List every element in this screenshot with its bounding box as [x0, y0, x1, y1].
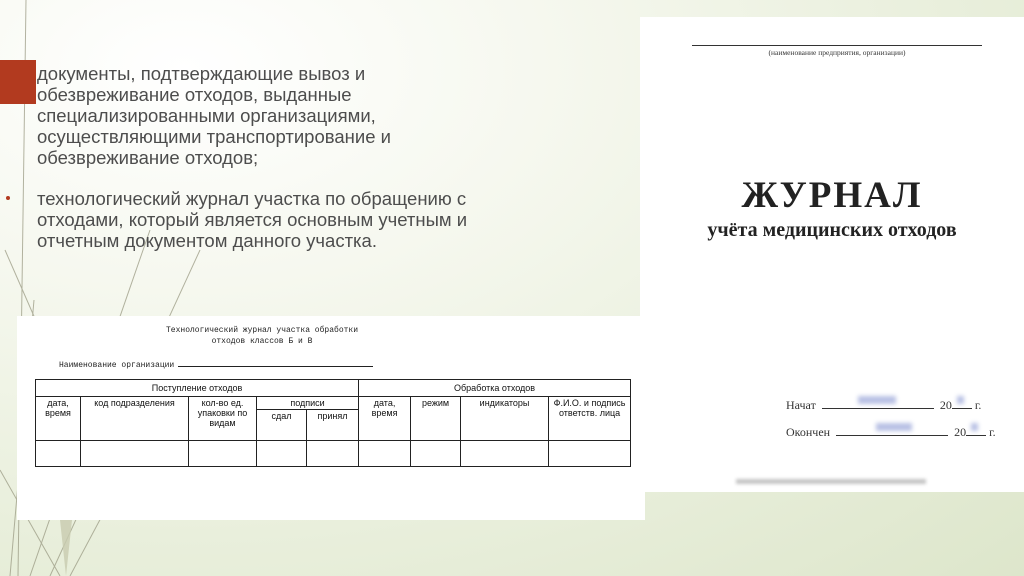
- sheet-org-field: [59, 358, 373, 370]
- cover-title: ЖУРНАЛ: [741, 175, 923, 216]
- end-year-line: [966, 424, 986, 436]
- sheet-title-line1: Технологический журнал участка обработки: [165, 326, 359, 335]
- col-indicators: индикаторы: [461, 397, 549, 441]
- sheet-org-line: [178, 358, 373, 367]
- table-cell: [461, 441, 549, 467]
- sheet-org-label: Наименование организации: [59, 361, 175, 370]
- table-cell: [359, 441, 411, 467]
- journal-cover-image: [640, 17, 1024, 492]
- org-caption: (наименование предприятия, организации): [768, 48, 906, 57]
- col-received: принял: [307, 410, 359, 441]
- table-cell: [549, 441, 631, 467]
- group-header-processing: Обработка отходов: [359, 380, 631, 397]
- start-date-line: [822, 397, 934, 409]
- bullet-marker: [6, 196, 10, 200]
- log-sheet-image: [17, 316, 645, 520]
- start-date-row: [786, 397, 981, 413]
- log-table: [35, 379, 631, 467]
- blurred-footer: [736, 479, 926, 484]
- table-cell: [307, 441, 359, 467]
- col-package-count: кол-во ед. упаковки по видам: [189, 397, 257, 441]
- bullet-text-documents: документы, подтверждающие вывоз и обезвреживание отходов, выданные специализированными организациями, осуществляющими транспортирование и обезвреживание отходов;: [37, 63, 391, 168]
- end-label: Окончен: [786, 425, 831, 439]
- col-dept-code: код подразделения: [81, 397, 189, 441]
- table-cell: [189, 441, 257, 467]
- start-year-prefix: 20: [939, 398, 952, 412]
- col-handed-over: сдал: [257, 410, 307, 441]
- end-date-line: [836, 424, 948, 436]
- col-date-time: дата, время: [36, 397, 81, 441]
- accent-bar: [0, 60, 36, 104]
- col-mode: режим: [411, 397, 461, 441]
- bullet-text-journal: технологический журнал участка по обращению с отходами, который является основным учетным и отчетным документом данного участка.: [37, 188, 468, 251]
- end-year-prefix: 20: [954, 425, 967, 439]
- table-cell: [36, 441, 81, 467]
- col-processing-date: дата, время: [359, 397, 411, 441]
- table-cell: [411, 441, 461, 467]
- table-row: [36, 441, 631, 467]
- col-signatures: подписи: [257, 397, 359, 410]
- group-header-receipt: Поступление отходов: [36, 380, 359, 397]
- end-year-suffix: г.: [989, 425, 996, 439]
- org-name-line: [692, 45, 982, 46]
- table-cell: [81, 441, 189, 467]
- sheet-title-line2: отходов классов Б и В: [211, 337, 313, 346]
- start-label: Начат: [786, 398, 816, 412]
- table-cell: [257, 441, 307, 467]
- cover-subtitle: учёта медицинских отходов: [707, 219, 957, 241]
- end-date-row: [786, 424, 996, 440]
- start-year-suffix: г.: [974, 398, 982, 412]
- col-responsible: Ф.И.О. и подпись ответств. лица: [549, 397, 631, 441]
- start-year-line: [952, 397, 972, 409]
